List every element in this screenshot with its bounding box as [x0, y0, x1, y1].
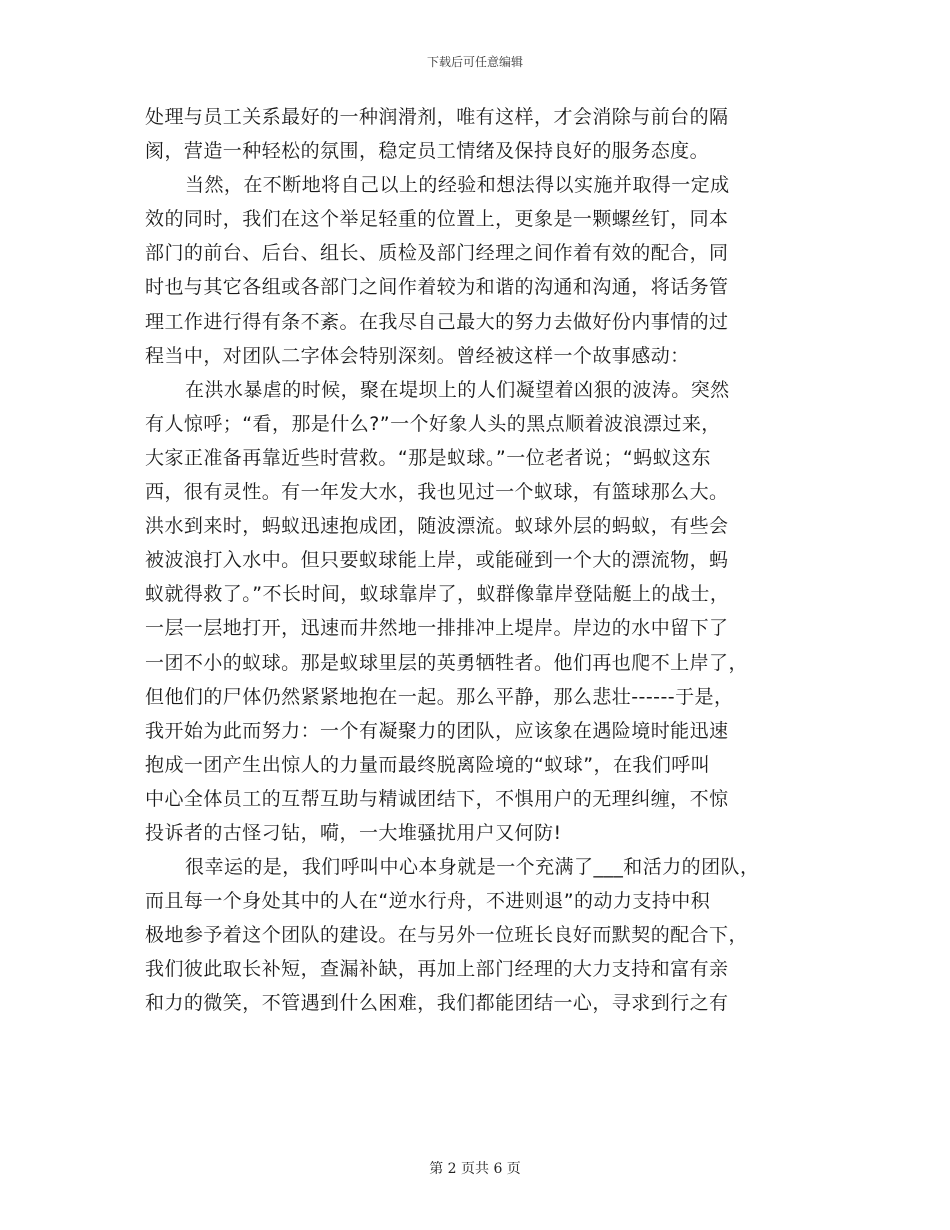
- paragraph-line: 处理与员工关系最好的一种润滑剂，唯有这样，才会消除与前台的隔: [145, 106, 729, 128]
- paragraph-line: 被波浪打入水中。但只要蚁球能上岸，或能碰到一个大的漂流物，蚂: [145, 549, 729, 572]
- paragraph-line: 抱成一团产生出惊人的力量而最终脱离险境的“蚁球”，在我们呼叫: [145, 753, 711, 776]
- paragraph-line: 一团不小的蚁球。那是蚁球里层的英勇牺牲者。他们再也爬不上岸了，: [145, 651, 748, 674]
- paragraph-line: 但他们的尸体仍然紧紧地抱在一起。那么平静，那么悲壮------于是，: [145, 685, 734, 708]
- paragraph-line: 蚁就得救了。”不长时间，蚁球靠岸了，蚁群像靠岸登陆艇上的战士，: [145, 583, 730, 606]
- paragraph-line: 大家正准备再靠近些时营救。“那是蚁球。”一位老者说；“蚂蚁这东: [145, 446, 711, 469]
- paragraph-1: [145, 100, 805, 168]
- paragraph-line: 中心全体员工的互帮互助与精诚团结下，不惧用户的无理纠缠，不惊: [145, 787, 729, 810]
- paragraph-line: 和力的微笑，不管遇到什么困难，我们都能团结一心，寻求到行之有: [145, 992, 729, 1015]
- paragraph-line: 而且每一个身处其中的人在“逆水行舟，不进则退”的动力支持中积: [145, 890, 711, 913]
- paragraph-line: 阂，营造一种轻松的氛围，稳定员工情绪及保持良好的服务态度。: [145, 140, 710, 163]
- paragraph-line: 我开始为此而努力：一个有凝聚力的团队，应该象在遇险境时能迅速: [145, 719, 729, 742]
- paragraph-line: 效的同时，我们在这个举足轻重的位置上，更象是一颗螺丝钉，同本: [145, 208, 729, 231]
- page-footer: 第 2 页共 6 页: [429, 1161, 521, 1177]
- paragraph-3: [145, 373, 805, 850]
- paragraph-line: 有人惊呼；“看，那是什么?”一个好象人头的黑点顺着波浪漂过来，: [145, 412, 721, 435]
- paragraph-line: 很幸运的是，我们呼叫中心本身就是一个充满了___和活力的团队，: [185, 856, 760, 879]
- paragraph-line: 洪水到来时，蚂蚁迅速抱成团，随波漂流。蚁球外层的蚂蚁，有些会: [145, 515, 729, 538]
- paragraph-line: 理工作进行得有条不紊。在我尽自己最大的努力去做好份内事情的过: [145, 310, 729, 333]
- paragraph-4: [145, 850, 805, 1020]
- paragraph-line: 我们彼此取长补短，查漏补缺，再加上部门经理的大力支持和富有亲: [145, 958, 729, 981]
- paragraph-line: 部门的前台、后台、组长、质检及部门经理之间作着有效的配合，同: [145, 242, 729, 265]
- paragraph-line: 当然，在不断地将自己以上的经验和想法得以实施并取得一定成: [185, 174, 730, 197]
- paragraph-line: 投诉者的古怪刁钻，嗬，一大堆骚扰用户又何防!: [145, 821, 562, 844]
- paragraph-line: 时也与其它各组或各部门之间作着较为和谐的沟通和沟通，将话务管: [145, 276, 729, 299]
- page-header: 下载后可任意编辑: [426, 55, 523, 69]
- paragraph-line: 程当中，对团队二字体会特别深刻。曾经被这样一个故事感动：: [145, 344, 690, 367]
- paragraph-line: 极地参予着这个团队的建设。在与另外一位班长良好而默契的配合下，: [145, 924, 748, 947]
- document-body: [145, 100, 805, 1021]
- paragraph-line: 一层一层地打开，迅速而井然地一排排冲上堤岸。岸边的水中留下了: [145, 617, 729, 640]
- paragraph-line: 西，很有灵性。有一年发大水，我也见过一个蚁球，有篮球那么大。: [145, 481, 729, 504]
- paragraph-line: 在洪水暴虐的时候，聚在堤坝上的人们凝望着凶狠的波涛。突然: [185, 378, 730, 401]
- paragraph-2: [145, 168, 805, 373]
